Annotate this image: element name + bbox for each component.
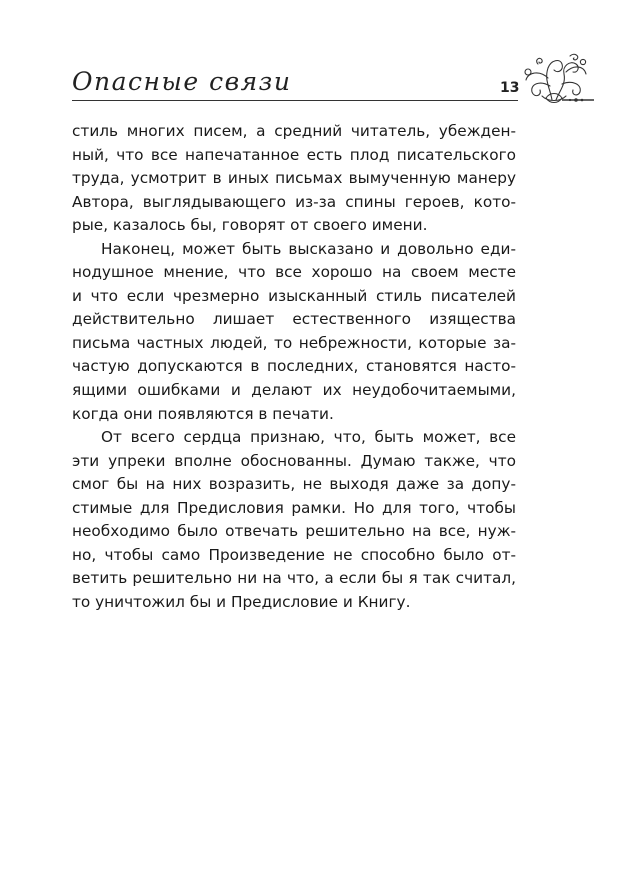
text-line: Наконец, может быть высказано и довольно еди- [101, 239, 516, 258]
text-line: смог бы на них возразить, не выходя даже за допу- [72, 475, 516, 494]
text-line: От всего сердца признаю, что, быть может, все [101, 428, 516, 447]
text-line: когда они появляются в печати. [72, 404, 334, 423]
text-line: ный, что все напечатанное есть плод писательского [72, 145, 516, 164]
text-line: эти упреки вполне обоснованны. Думаю также, что [72, 451, 516, 470]
text-line: нодушное мнение, что все хорошо на своем месте [72, 263, 516, 282]
text-line: Автора, выглядывающего из-за спины героев, кото- [72, 192, 516, 211]
text-line: то уничтожил бы и Предисловие и Книгу. [72, 592, 411, 611]
text-line: письма частных людей, то небрежности, которые за- [72, 333, 516, 352]
header-rule [72, 100, 518, 101]
running-header [72, 55, 592, 105]
text-line: действительно лишает естественного изящества [72, 310, 516, 329]
page-number: 13 [500, 80, 520, 96]
running-title: Опасные связи [72, 67, 292, 96]
text-line: но, чтобы само Произведение не способно было от- [72, 545, 516, 564]
text-line: частую допускаются в последних, становятся насто- [72, 357, 516, 376]
text-line: стимые для Предисловия рамки. Но для того, чтобы [72, 498, 516, 517]
text-line: ветить решительно ни на что, а если бы я так считал, [72, 569, 516, 588]
text-line: рые, казалось бы, говорят от своего имени. [72, 216, 428, 235]
flourish-ornament-icon [504, 50, 596, 110]
text-line: необходимо было отвечать решительно на все, нуж- [72, 522, 516, 541]
text-line: стиль многих писем, а средний читатель, убежден- [72, 122, 516, 140]
text-line: труда, усмотрит в иных письмах вымученную манеру [72, 169, 516, 188]
text-line: и что если чрезмерно изысканный стиль писателей [72, 286, 516, 305]
body-text [72, 120, 516, 614]
text-line: ящими ошибками и делают их неудобочитаемыми, [72, 381, 516, 400]
